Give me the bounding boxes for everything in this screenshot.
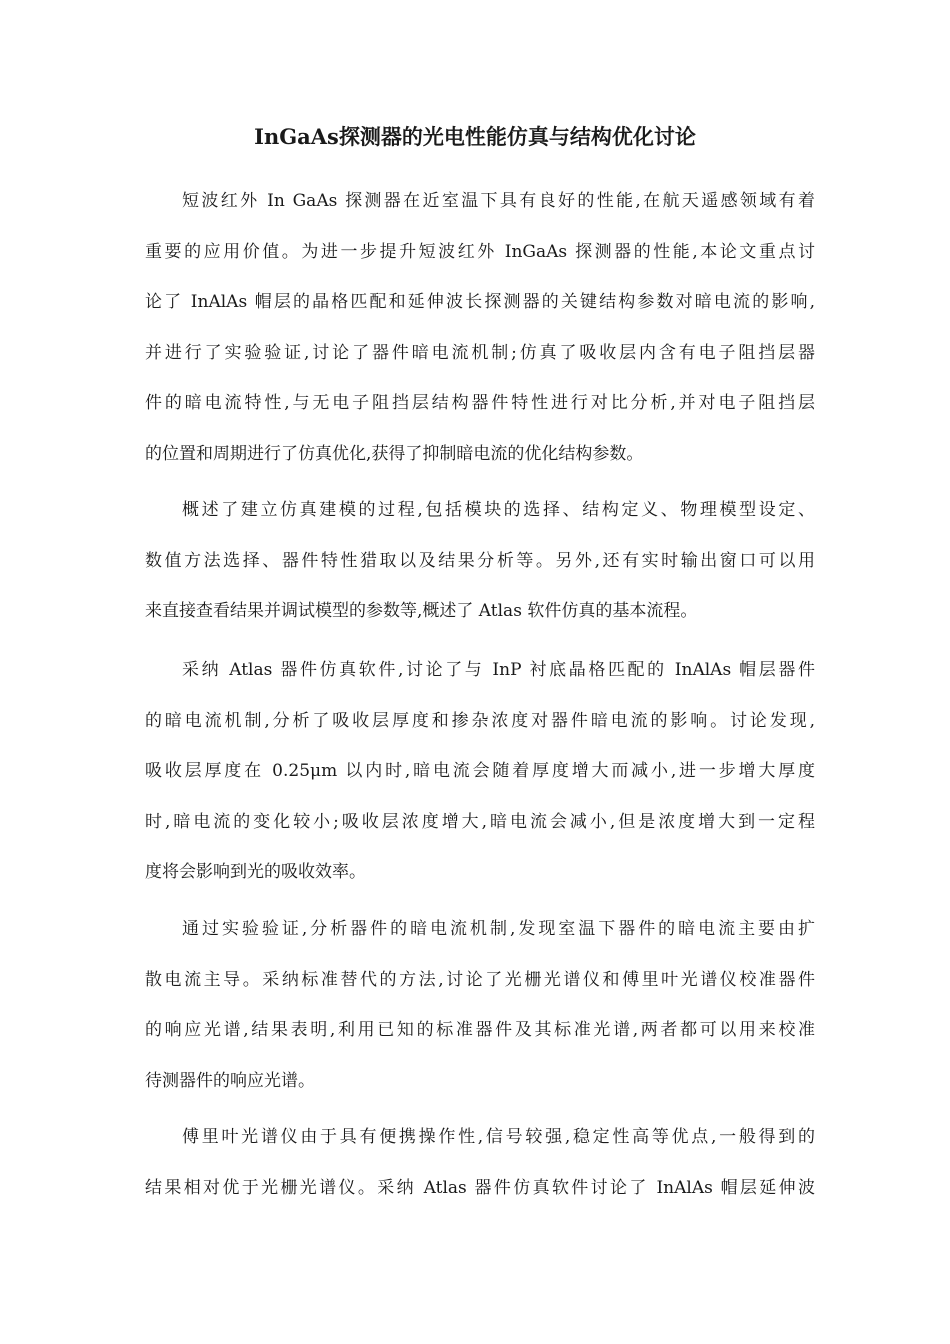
paragraph-line: 数值方法选择、器件特性猎取以及结果分析等。另外,还有实时输出窗口可以用: [145, 550, 815, 571]
paragraph-line: 的响应光谱,结果表明,利用已知的标准器件及其标准光谱,两者都可以用来校准: [145, 1020, 815, 1040]
paragraph-line: 件的暗电流特性,与无电子阻挡层结构器件特性进行对比分析,并对电子阻挡层: [145, 393, 815, 413]
paragraph-2: [145, 485, 815, 637]
paragraph-line: 的暗电流机制,分析了吸收层厚度和掺杂浓度对器件暗电流的影响。讨论发现,: [145, 710, 815, 731]
paragraph-line: 通过实验验证,分析器件的暗电流机制,发现室温下器件的暗电流主要由扩: [182, 919, 815, 939]
paragraph-5: [145, 1112, 815, 1213]
paragraph-line: 散电流主导。采纳标准替代的方法,讨论了光栅光谱仪和傅里叶光谱仪校准器件: [145, 969, 815, 990]
paragraph-3: [145, 645, 815, 898]
paragraph-line: 概述了建立仿真建模的过程,包括模块的选择、结构定义、物理模型设定、: [182, 500, 815, 520]
paragraph-line: 来直接查看结果并调试模型的参数等,概述了 Atlas 软件仿真的基本流程。: [145, 601, 698, 621]
paragraph-line: 吸收层厚度在 0.25μm 以内时,暗电流会随着厚度增大而减小,进一步增大厚度: [145, 761, 815, 781]
page-title: InGaAs探测器的光电性能仿真与结构优化讨论: [254, 124, 696, 149]
paragraph-4: [145, 904, 815, 1106]
paragraph-1: [145, 176, 815, 479]
paragraph-line: 傅里叶光谱仪由于具有便携操作性,信号较强,稳定性高等优点,一般得到的: [182, 1127, 815, 1147]
paragraph-line: 采纳 Atlas 器件仿真软件,讨论了与 InP 衬底晶格匹配的 InAlAs 帽层器件: [182, 660, 815, 680]
paragraph-line: 的位置和周期进行了仿真优化,获得了抑制暗电流的优化结构参数。: [145, 443, 644, 464]
paragraph-line: 结果相对优于光栅光谱仪。采纳 Atlas 器件仿真软件讨论了 InAlAs 帽层延伸波: [145, 1177, 815, 1198]
paragraph-line: 待测器件的响应光谱。: [145, 1070, 315, 1091]
paragraph-line: 并进行了实验验证,讨论了器件暗电流机制;仿真了吸收层内含有电子阻挡层器: [145, 342, 815, 363]
paragraph-line: 时,暗电流的变化较小;吸收层浓度增大,暗电流会减小,但是浓度增大到一定程: [145, 811, 815, 832]
paragraph-line: 度将会影响到光的吸收效率。: [145, 862, 366, 882]
paragraph-line: 短波红外 In GaAs 探测器在近室温下具有良好的性能,在航天遥感领域有着: [182, 191, 815, 211]
paragraph-line: 论了 InAlAs 帽层的晶格匹配和延伸波长探测器的关键结构参数对暗电流的影响,: [145, 292, 815, 312]
paragraph-line: 重要的应用价值。为进一步提升短波红外 InGaAs 探测器的性能,本论文重点讨: [145, 241, 815, 262]
